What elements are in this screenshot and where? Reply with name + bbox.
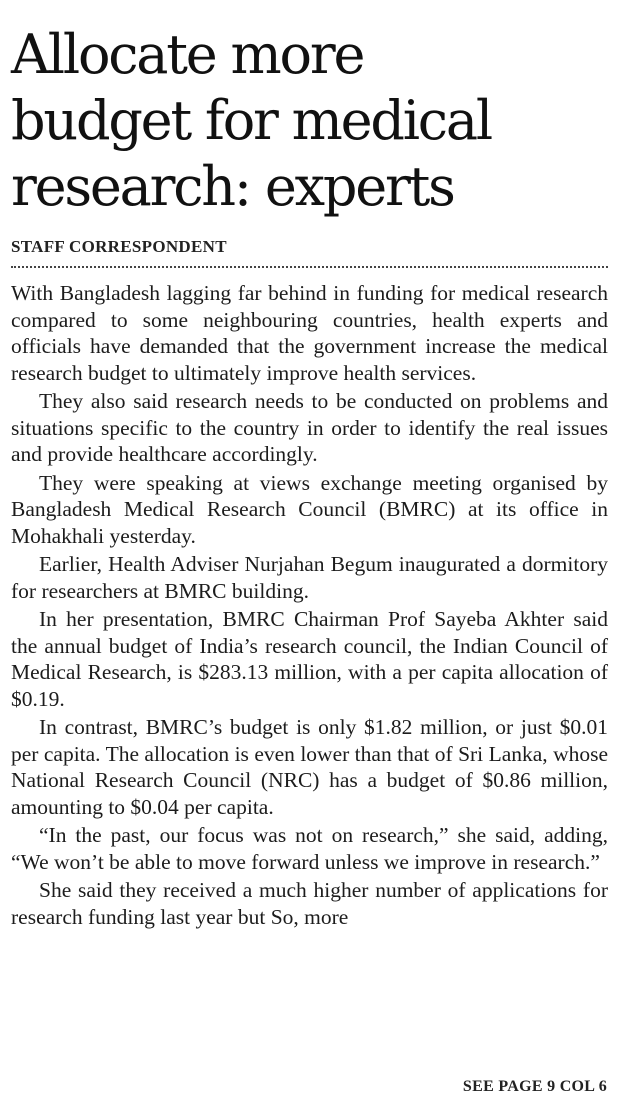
headline-line: budget for medical	[11, 89, 491, 152]
byline: STAFF CORRESPONDENT	[11, 237, 227, 256]
paragraph: In contrast, BMRC’s budget is only $1.82 million, or just $0.01 per capita. The allocation is even lower than that of Sri Lanka, whose National Research Council (NRC) has a budget of $0.86 million, amounting to $0.04 per capita.	[11, 715, 608, 819]
paragraph: Earlier, Health Adviser Nurjahan Begum inaugurated a dormitory for researchers at BMRC building.	[11, 552, 608, 603]
dotted-divider	[11, 266, 608, 268]
paragraph: With Bangladesh lagging far behind in funding for medical research compared to some neighbouring countries, health experts and officials have demanded that the government increase the medical research budget to ultimately improve health services.	[11, 281, 608, 385]
article-body	[11, 280, 608, 930]
article	[11, 0, 608, 932]
continued-on-page-label[interactable]: SEE PAGE 9 COL 6	[462, 1078, 607, 1095]
paragraph: They were speaking at views exchange meeting organised by Bangladesh Medical Research Council (BMRC) at its office in Mohakhali yesterday.	[11, 470, 608, 548]
headline-line: research: experts	[11, 155, 454, 218]
headline	[11, 22, 608, 220]
paragraph: She said they received a much higher number of applications for research funding last year but So, more	[11, 878, 608, 929]
paragraph: They also said research needs to be conducted on problems and situations specific to the country in order to identify the real issues and provide healthcare accordingly.	[11, 389, 608, 466]
headline-line: Allocate more	[11, 23, 364, 86]
paragraph: “In the past, our focus was not on research,” she said, adding, “We won’t be able to move forward unless we improve in research.”	[11, 823, 608, 874]
paragraph: In her presentation, BMRC Chairman Prof Sayeba Akhter said the annual budget of India’s research council, the Indian Council of Medical Research, is $283.13 million, with a per capita allocation of $0.19.	[11, 607, 608, 711]
